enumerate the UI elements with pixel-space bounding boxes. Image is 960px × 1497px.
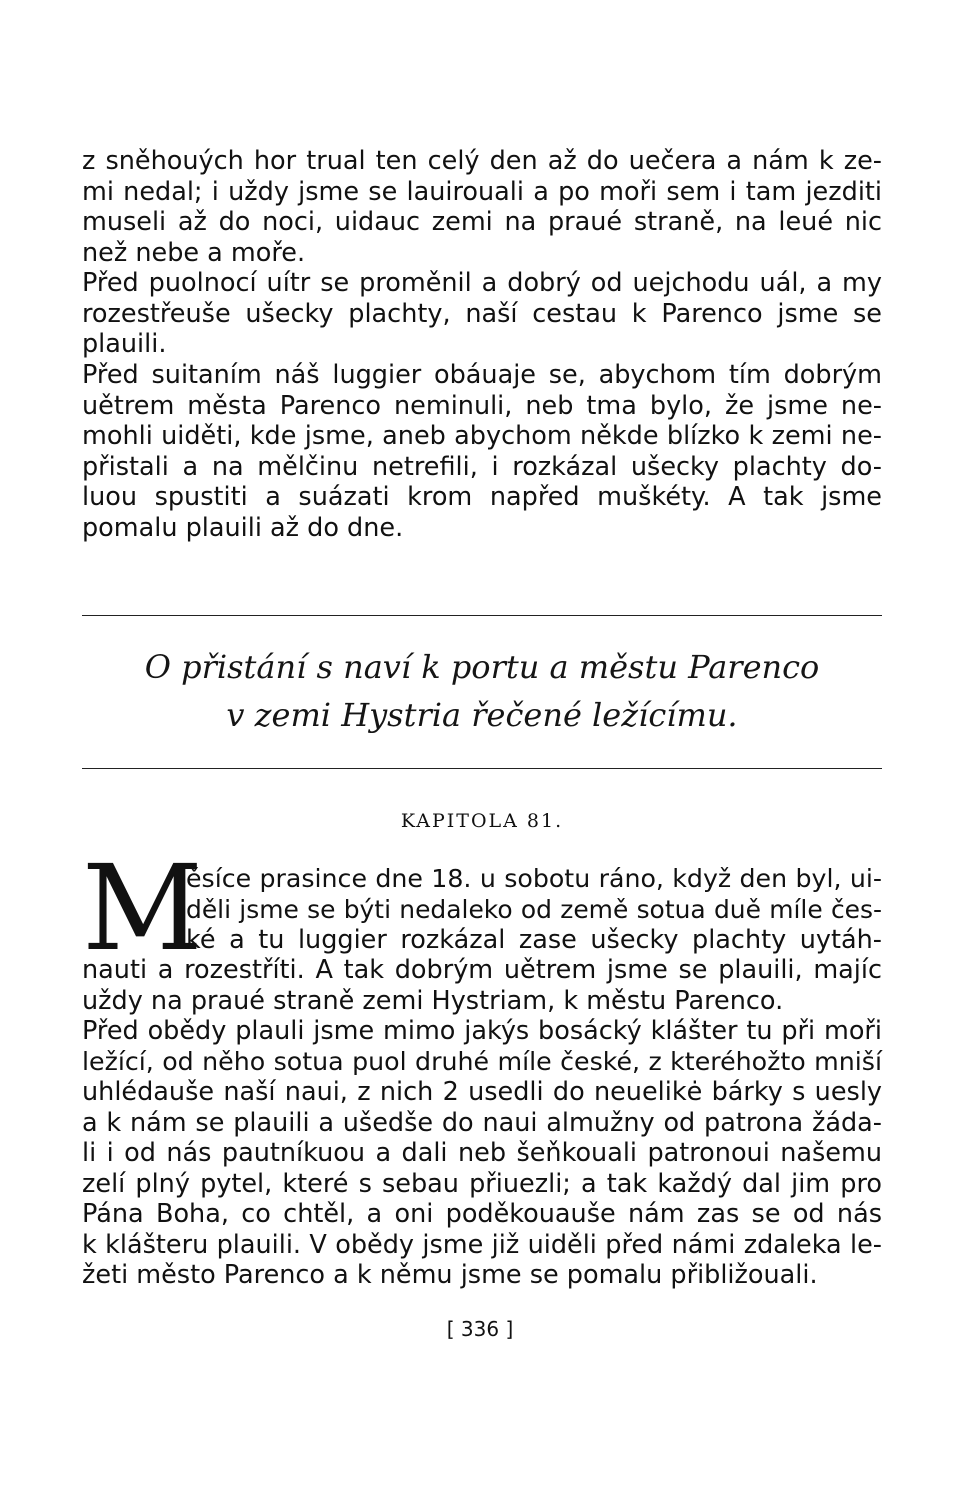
text-line: uhlédauše naší naui, z nich 2 usedli do neuelikė bárky s uesly	[82, 1077, 882, 1107]
text-line: zelí plný pytel, které s sebau přiuezli; a tak každý dal jim pro	[82, 1168, 882, 1199]
text-line: mi nedal; i uždy jsme se lauirouali a po moři sem i tam jezditi	[82, 176, 882, 207]
section-rule-top	[82, 615, 882, 616]
text-line: rozestřeuše ušecky plachty, naší cestau k Parenco jsme se	[82, 298, 882, 329]
text-line: nauti a rozestříti. A tak dobrým uětrem jsme se plauili, majíc	[82, 955, 882, 985]
text-line: ležící, od něho sotua puol druhé míle české, z kteréhožto mniší	[82, 1046, 882, 1076]
text-line: pomalu plauili až do dne.	[82, 512, 404, 543]
chapter-number: KAPITOLA 81.	[400, 810, 564, 832]
paragraph-4-dropcap-lines	[186, 864, 882, 956]
paragraph-1	[82, 146, 882, 268]
text-line: ěsíce prasince dne 18. u sobotu ráno, když den byl, ui-	[186, 864, 882, 893]
text-line: li i od nás pautníkuou a dali neb šeňkouali patronoui našemu	[82, 1138, 882, 1168]
heading-line: v zemi Hystria řečené ležícímu.	[226, 696, 738, 734]
text-line: z sněhouých hor trual ten celý den až do uečera a nám k ze-	[82, 146, 882, 176]
text-line: Pána Boha, co chtěl, a oni poděkouauše nám zas se od nás	[82, 1199, 882, 1229]
text-line: k klášteru plauili. V obědy jsme již uiděli před námi zdaleka le-	[82, 1229, 882, 1260]
text-line: plauili.	[82, 329, 167, 359]
text-line: než nebe a moře.	[82, 237, 306, 268]
text-line: Před obědy plauli jsme mimo jakýs bosácký klášter tu při moři	[82, 1016, 882, 1046]
text-line: žeti město Parenco a k němu jsme se pomalu přibližouali.	[82, 1260, 818, 1290]
paragraph-5	[82, 1016, 882, 1291]
text-line: luou spustiti a suázati krom napřed muškéty. A tak jsme	[82, 482, 882, 512]
page-number: [ 336 ]	[446, 1317, 514, 1341]
text-line: Před puolnocí uítr se proměnil a dobrý od uejchodu uál, a my	[82, 268, 882, 298]
text-line: uždy na praué straně zemi Hystriam, k městu Parenco.	[82, 985, 784, 1016]
section-rule-bottom	[82, 768, 882, 769]
text-line: přistali a na mělčinu netrefili, i rozkázal ušecky plachty do-	[82, 451, 882, 482]
text-line: ké a tu luggier rozkázal zase ušecky plachty uytáh-	[186, 925, 882, 955]
drop-cap: M	[82, 839, 203, 977]
text-line: museli až do noci, uidauc zemi na praué straně, na leué nic	[82, 207, 882, 237]
paragraph-2	[82, 268, 882, 360]
text-line: a k nám se plauili a ušedše do naui almužny od patrona žáda-	[82, 1107, 882, 1138]
paragraph-3	[82, 360, 882, 543]
heading-line: O přistání s naví k portu a městu Parenco	[144, 648, 820, 686]
text-line: mohli uiděti, kde jsme, aneb abychom někde blízko k zemi ne-	[82, 421, 882, 451]
text-line: uětrem města Parenco neminuli, neb tma bylo, že jsme ne-	[82, 390, 882, 421]
text-line: děli jsme se býti nedaleko od země sotua duě míle čes-	[186, 894, 882, 924]
section-heading	[82, 643, 882, 739]
paragraph-4-continued	[82, 955, 882, 1016]
text-line: Před suitaním náš luggier obáuaje se, abychom tím dobrým	[82, 360, 882, 390]
